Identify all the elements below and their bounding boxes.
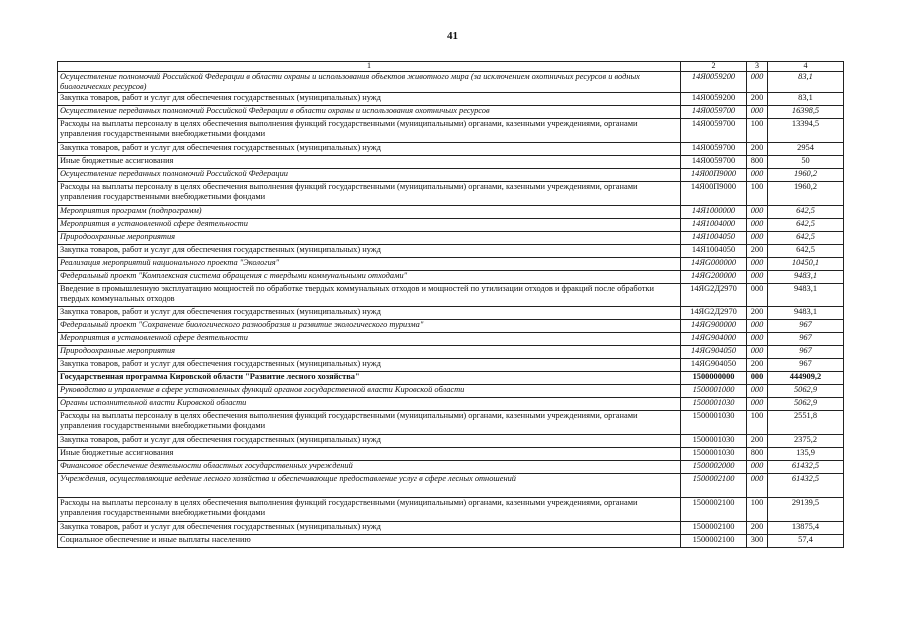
row-name-cell: Расходы на выплаты персоналу в целях обеспечения выполнения функций государственными (муниципальными) органами, казенными учреждениями, органами управления государственными внебюджетными фондами — [58, 411, 681, 435]
row-code-cell: 14ЯG904050 — [681, 359, 747, 372]
table-row — [58, 143, 844, 156]
table-body — [58, 72, 844, 548]
row-expense-type-cell: 100 — [747, 119, 768, 143]
row-amount-cell: 1960,2 — [768, 169, 844, 182]
row-name-cell: Осуществление переданных полномочий Российской Федерации — [58, 169, 681, 182]
row-name-cell: Расходы на выплаты персоналу в целях обеспечения выполнения функций государственными (муниципальными) органами, казенными учреждениями, органами управления государственными внебюджетными фондами — [58, 182, 681, 206]
row-amount-cell: 57,4 — [768, 535, 844, 548]
row-code-cell: 14ЯG000000 — [681, 258, 747, 271]
table-row — [58, 448, 844, 461]
row-name-cell: Федеральный проект "Сохранение биологического разнообразия и развитие экологического туризма" — [58, 320, 681, 333]
row-name-cell: Государственная программа Кировской области "Развитие лесного хозяйства" — [58, 372, 681, 385]
row-code-cell: 14Я0059700 — [681, 119, 747, 143]
row-amount-cell: 29139,5 — [768, 498, 844, 522]
row-code-cell: 1500002000 — [681, 461, 747, 474]
row-expense-type-cell: 000 — [747, 398, 768, 411]
row-amount-cell: 967 — [768, 359, 844, 372]
table-row — [58, 411, 844, 435]
row-name-cell: Органы исполнительной власти Кировской области — [58, 398, 681, 411]
row-name-cell: Закупка товаров, работ и услуг для обеспечения государственных (муниципальных) нужд — [58, 245, 681, 258]
row-expense-type-cell: 000 — [747, 232, 768, 245]
row-name-cell: Мероприятия в установленной сфере деятельности — [58, 333, 681, 346]
row-name-cell: Закупка товаров, работ и услуг для обеспечения государственных (муниципальных) нужд — [58, 307, 681, 320]
row-name-cell: Федеральный проект "Комплексная система обращения с твердыми коммунальными отходами" — [58, 271, 681, 284]
table-row — [58, 535, 844, 548]
row-code-cell: 1500001030 — [681, 448, 747, 461]
row-code-cell: 1500002100 — [681, 474, 747, 498]
row-expense-type-cell: 200 — [747, 245, 768, 258]
row-amount-cell: 13394,5 — [768, 119, 844, 143]
row-code-cell: 14Я0059200 — [681, 72, 747, 93]
budget-table — [57, 61, 844, 548]
row-code-cell: 1500000000 — [681, 372, 747, 385]
row-amount-cell: 967 — [768, 333, 844, 346]
row-name-cell: Руководство и управление в сфере установленных функций органов государственной власти Кировской области — [58, 385, 681, 398]
table-row — [58, 72, 844, 93]
row-expense-type-cell: 000 — [747, 320, 768, 333]
row-expense-type-cell: 000 — [747, 169, 768, 182]
row-expense-type-cell: 200 — [747, 522, 768, 535]
row-name-cell: Закупка товаров, работ и услуг для обеспечения государственных (муниципальных) нужд — [58, 93, 681, 106]
row-name-cell: Учреждения, осуществляющие ведение лесного хозяйства и обеспечивающие предоставление услуг в сфере лесных отношений — [58, 474, 681, 498]
row-amount-cell: 642,5 — [768, 232, 844, 245]
row-expense-type-cell: 100 — [747, 182, 768, 206]
table-row — [58, 245, 844, 258]
row-code-cell: 14Я00П9000 — [681, 169, 747, 182]
row-expense-type-cell: 000 — [747, 474, 768, 498]
row-code-cell: 1500001000 — [681, 385, 747, 398]
table-row — [58, 271, 844, 284]
row-amount-cell: 444909,2 — [768, 372, 844, 385]
row-name-cell: Осуществление переданных полномочий Российской Федерации в области охраны и использования охотничьих ресурсов — [58, 106, 681, 119]
row-amount-cell: 61432,5 — [768, 461, 844, 474]
table-row — [58, 169, 844, 182]
row-code-cell: 14Я1004050 — [681, 245, 747, 258]
table-row — [58, 119, 844, 143]
row-expense-type-cell: 000 — [747, 346, 768, 359]
table-row — [58, 372, 844, 385]
row-amount-cell: 83,1 — [768, 72, 844, 93]
row-expense-type-cell: 200 — [747, 93, 768, 106]
page-number: 41 — [447, 30, 458, 42]
row-code-cell: 1500001030 — [681, 411, 747, 435]
row-code-cell: 14Я0059200 — [681, 93, 747, 106]
row-name-cell: Введение в промышленную эксплуатацию мощностей по обработке твердых коммунальных отходов и мощностей по утилизации отходов и фракций после обработки твердых коммунальных отходов — [58, 284, 681, 307]
row-amount-cell: 9483,1 — [768, 271, 844, 284]
row-expense-type-cell: 200 — [747, 143, 768, 156]
row-amount-cell: 50 — [768, 156, 844, 169]
table-row — [58, 398, 844, 411]
table-row — [58, 219, 844, 232]
row-expense-type-cell: 800 — [747, 448, 768, 461]
table-row — [58, 522, 844, 535]
header-col-3: 3 — [747, 62, 768, 72]
row-expense-type-cell: 000 — [747, 106, 768, 119]
row-code-cell: 14Я0059700 — [681, 156, 747, 169]
row-amount-cell: 2954 — [768, 143, 844, 156]
row-name-cell: Иные бюджетные ассигнования — [58, 448, 681, 461]
row-amount-cell: 135,9 — [768, 448, 844, 461]
row-amount-cell: 967 — [768, 346, 844, 359]
row-name-cell: Природоохранные мероприятия — [58, 232, 681, 245]
row-name-cell: Расходы на выплаты персоналу в целях обеспечения выполнения функций государственными (муниципальными) органами, казенными учреждениями, органами управления государственными внебюджетными фондами — [58, 498, 681, 522]
row-amount-cell: 61432,5 — [768, 474, 844, 498]
table-row — [58, 474, 844, 498]
row-code-cell: 14ЯG900000 — [681, 320, 747, 333]
row-expense-type-cell: 100 — [747, 498, 768, 522]
row-code-cell: 1500001030 — [681, 435, 747, 448]
row-amount-cell: 9483,1 — [768, 284, 844, 307]
row-amount-cell: 642,5 — [768, 245, 844, 258]
row-code-cell: 14ЯG904050 — [681, 346, 747, 359]
row-amount-cell: 642,5 — [768, 206, 844, 219]
row-code-cell: 14ЯG2Д2970 — [681, 307, 747, 320]
row-expense-type-cell: 000 — [747, 333, 768, 346]
row-code-cell: 14Я1004050 — [681, 232, 747, 245]
table-row — [58, 106, 844, 119]
row-expense-type-cell: 000 — [747, 284, 768, 307]
row-amount-cell: 16398,5 — [768, 106, 844, 119]
table-row — [58, 307, 844, 320]
row-expense-type-cell: 100 — [747, 411, 768, 435]
row-amount-cell: 5062,9 — [768, 385, 844, 398]
row-expense-type-cell: 000 — [747, 271, 768, 284]
row-code-cell: 1500002100 — [681, 522, 747, 535]
row-name-cell: Социальное обеспечение и иные выплаты населению — [58, 535, 681, 548]
row-expense-type-cell: 200 — [747, 359, 768, 372]
row-expense-type-cell: 800 — [747, 156, 768, 169]
row-name-cell: Мероприятия в установленной сфере деятельности — [58, 219, 681, 232]
row-code-cell: 14Я1004000 — [681, 219, 747, 232]
row-expense-type-cell: 000 — [747, 206, 768, 219]
row-amount-cell: 1960,2 — [768, 182, 844, 206]
row-expense-type-cell: 200 — [747, 435, 768, 448]
table-row — [58, 385, 844, 398]
row-name-cell: Расходы на выплаты персоналу в целях обеспечения выполнения функций государственными (муниципальными) органами, казенными учреждениями, органами управления государственными внебюджетными фондами — [58, 119, 681, 143]
row-amount-cell: 83,1 — [768, 93, 844, 106]
row-name-cell: Мероприятия программ (подпрограмм) — [58, 206, 681, 219]
table-row — [58, 498, 844, 522]
row-amount-cell: 2551,8 — [768, 411, 844, 435]
table-row — [58, 346, 844, 359]
table-row — [58, 333, 844, 346]
table-row — [58, 182, 844, 206]
row-amount-cell: 10450,1 — [768, 258, 844, 271]
row-name-cell: Иные бюджетные ассигнования — [58, 156, 681, 169]
header-col-1: 1 — [58, 62, 681, 72]
row-name-cell: Осуществление полномочий Российской Федерации в области охраны и использования объектов животного мира (за исключением охотничьих ресурсов и водных биологических ресурсов) — [58, 72, 681, 93]
row-expense-type-cell: 200 — [747, 307, 768, 320]
row-code-cell: 14Я0059700 — [681, 143, 747, 156]
row-expense-type-cell: 000 — [747, 219, 768, 232]
header-col-4: 4 — [768, 62, 844, 72]
table-row — [58, 258, 844, 271]
table-row — [58, 232, 844, 245]
row-code-cell: 14Я00П9000 — [681, 182, 747, 206]
row-code-cell: 1500002100 — [681, 498, 747, 522]
row-code-cell: 1500001030 — [681, 398, 747, 411]
row-name-cell: Природоохранные мероприятия — [58, 346, 681, 359]
row-amount-cell: 5062,9 — [768, 398, 844, 411]
row-expense-type-cell: 000 — [747, 72, 768, 93]
table-row — [58, 284, 844, 307]
row-expense-type-cell: 000 — [747, 385, 768, 398]
table-row — [58, 435, 844, 448]
row-expense-type-cell: 000 — [747, 258, 768, 271]
row-name-cell: Закупка товаров, работ и услуг для обеспечения государственных (муниципальных) нужд — [58, 522, 681, 535]
row-code-cell: 14Я1000000 — [681, 206, 747, 219]
table-row — [58, 359, 844, 372]
header-row — [58, 62, 844, 72]
row-code-cell: 14ЯG2Д2970 — [681, 284, 747, 307]
row-name-cell: Финансовое обеспечение деятельности областных государственных учреждений — [58, 461, 681, 474]
table-row — [58, 461, 844, 474]
table-row — [58, 156, 844, 169]
row-expense-type-cell: 000 — [747, 372, 768, 385]
row-name-cell: Закупка товаров, работ и услуг для обеспечения государственных (муниципальных) нужд — [58, 359, 681, 372]
row-expense-type-cell: 000 — [747, 461, 768, 474]
table-row — [58, 93, 844, 106]
row-code-cell: 14Я0059700 — [681, 106, 747, 119]
row-expense-type-cell: 300 — [747, 535, 768, 548]
row-amount-cell: 642,5 — [768, 219, 844, 232]
row-amount-cell: 967 — [768, 320, 844, 333]
row-name-cell: Закупка товаров, работ и услуг для обеспечения государственных (муниципальных) нужд — [58, 143, 681, 156]
table-row — [58, 206, 844, 219]
row-amount-cell: 9483,1 — [768, 307, 844, 320]
table-row — [58, 320, 844, 333]
row-name-cell: Закупка товаров, работ и услуг для обеспечения государственных (муниципальных) нужд — [58, 435, 681, 448]
row-amount-cell: 2375,2 — [768, 435, 844, 448]
row-code-cell: 1500002100 — [681, 535, 747, 548]
header-col-2: 2 — [681, 62, 747, 72]
row-amount-cell: 13875,4 — [768, 522, 844, 535]
row-name-cell: Реализация мероприятий национального проекта "Экология" — [58, 258, 681, 271]
row-code-cell: 14ЯG200000 — [681, 271, 747, 284]
row-code-cell: 14ЯG904000 — [681, 333, 747, 346]
